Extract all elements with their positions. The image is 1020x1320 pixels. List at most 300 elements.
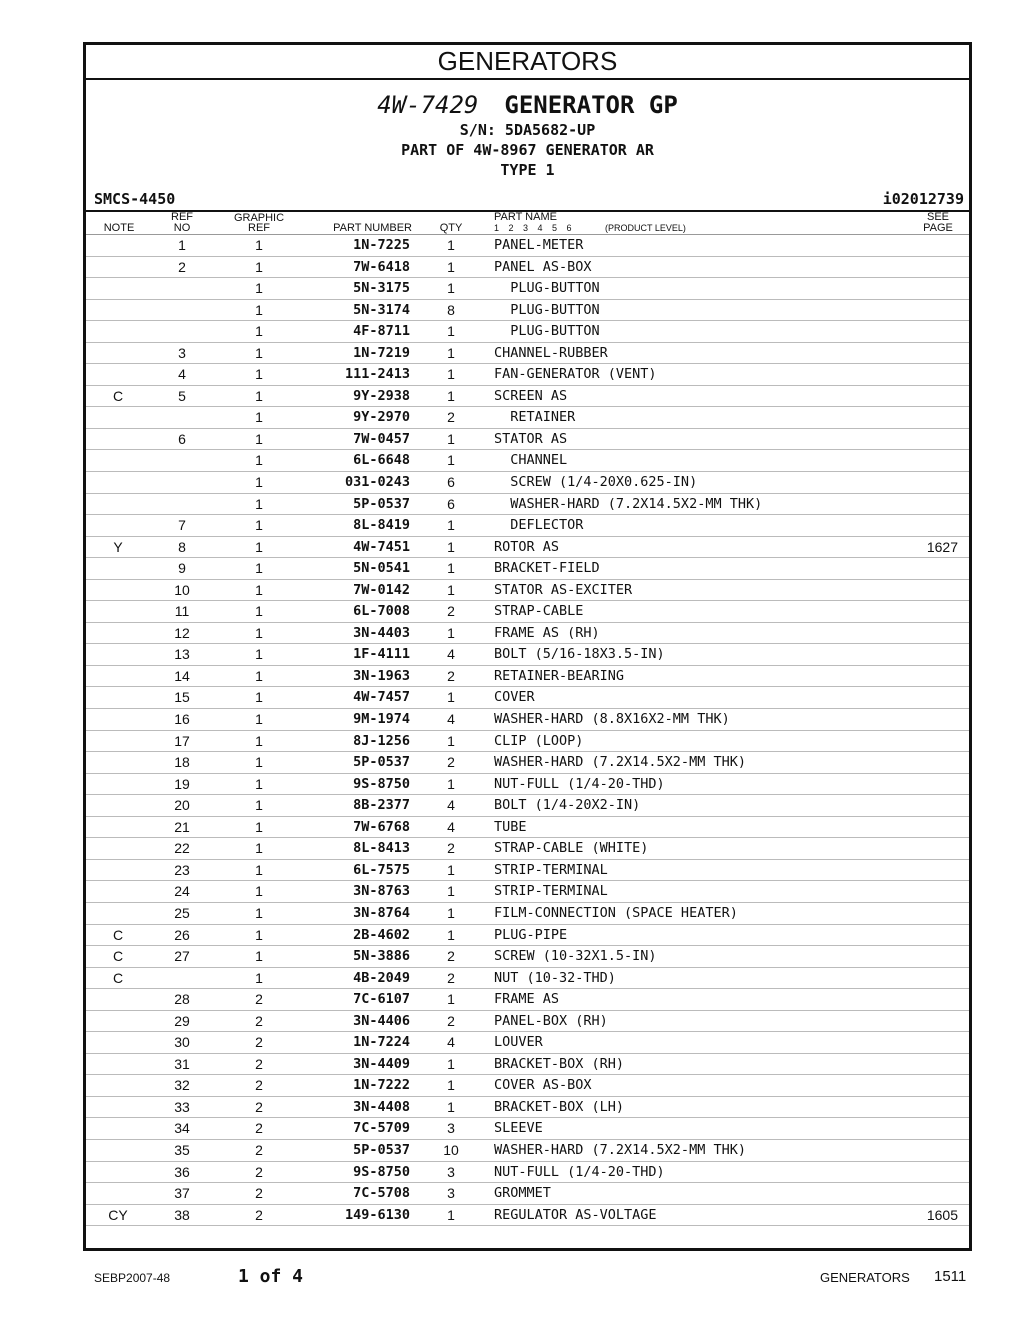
qty-cell: 2 (447, 969, 455, 986)
note-cell: C (112, 926, 124, 943)
graphic-ref-cell: 1 (255, 840, 263, 857)
qty-cell: 1 (447, 517, 455, 534)
qty-cell: 2 (447, 409, 455, 426)
part-number-cell: 3N-4406 (353, 1012, 410, 1029)
table-row (86, 494, 969, 516)
table-row (86, 666, 969, 688)
ref-no-cell: 35 (174, 1141, 190, 1158)
table-row (86, 817, 969, 839)
part-name-cell: BOLT (1/4-20X2-IN) (494, 797, 641, 814)
part-name-cell: BRACKET-FIELD (494, 560, 600, 577)
part-name-cell: BOLT (5/16-18X3.5-IN) (494, 646, 665, 663)
ref-no-cell: 30 (174, 1034, 190, 1051)
part-number-cell: 5P-0537 (353, 754, 410, 771)
footer-page-of: 1 of 4 (238, 1266, 304, 1287)
table-row (86, 925, 969, 947)
ref-no-cell: 21 (174, 818, 190, 835)
part-name-cell: FRAME AS (494, 991, 560, 1008)
part-number-cell: 4W-7457 (353, 689, 410, 706)
qty-cell: 3 (447, 1120, 455, 1137)
part-name-cell: WASHER-HARD (7.2X14.5X2-MM THK) (494, 1141, 746, 1158)
col-graphic-label-bottom: REF (248, 222, 270, 234)
part-name-cell: FRAME AS (RH) (494, 624, 600, 641)
ref-no-cell: 19 (174, 775, 190, 792)
table-row (86, 257, 969, 279)
qty-cell: 1 (447, 237, 455, 253)
table-row (86, 946, 969, 968)
part-name-cell: CHANNEL (494, 452, 568, 469)
part-number-cell: 7W-0142 (353, 581, 410, 598)
part-number-cell: 8L-8413 (353, 840, 410, 857)
ref-no-cell: 9 (178, 560, 186, 577)
qty-cell: 1 (447, 1055, 455, 1072)
serial-number: S/N: 5DA5682-UP (459, 121, 596, 139)
part-number-cell: 3N-1963 (353, 667, 410, 684)
part-number-cell: 6L-6648 (353, 452, 410, 469)
graphic-ref-cell: 1 (255, 517, 263, 534)
part-number-cell: 7C-5709 (353, 1120, 410, 1137)
qty-cell: 1 (447, 538, 455, 555)
footer-page-number: 1511 (934, 1268, 967, 1285)
table-row (86, 601, 969, 623)
table-row (86, 407, 969, 429)
part-number-cell: 111-2413 (344, 366, 410, 383)
table-row (86, 968, 969, 990)
table-row (86, 1097, 969, 1119)
part-name-cell: COVER (494, 689, 535, 706)
part-number-cell: 1N-7219 (353, 344, 410, 361)
part-name-cell: SLEEVE (494, 1120, 543, 1137)
graphic-ref-cell: 1 (255, 797, 263, 814)
ref-no-cell: 24 (174, 883, 190, 900)
table-row (86, 537, 969, 559)
qty-cell: 1 (447, 560, 455, 577)
table-row (86, 709, 969, 731)
graphic-ref-cell: 1 (255, 280, 263, 297)
part-number-cell: 1F-4111 (353, 646, 410, 663)
table-row (86, 989, 969, 1011)
part-name-cell: WASHER-HARD (8.8X16X2-MM THK) (494, 711, 730, 728)
qty-cell: 4 (447, 1034, 455, 1051)
graphic-ref-cell: 1 (255, 711, 263, 728)
part-number-cell: 5N-3174 (353, 301, 410, 318)
part-name-cell: STATOR AS (494, 430, 568, 447)
qty-cell: 2 (447, 948, 455, 965)
part-name-cell: WASHER-HARD (7.2X14.5X2-MM THK) (494, 495, 763, 512)
part-name-cell: PLUG-PIPE (494, 926, 568, 943)
ref-no-cell: 36 (174, 1163, 190, 1180)
graphic-ref-cell: 1 (255, 754, 263, 771)
graphic-ref-cell: 2 (255, 1120, 263, 1137)
graphic-ref-cell: 1 (255, 560, 263, 577)
part-name-cell: CLIP (LOOP) (494, 732, 584, 749)
table-row (86, 1032, 969, 1054)
table-row (86, 644, 969, 666)
graphic-ref-cell: 2 (255, 1098, 263, 1115)
qty-cell: 4 (447, 797, 455, 814)
col-see-label-top: SEE (926, 211, 949, 223)
graphic-ref-cell: 1 (255, 926, 263, 943)
section-title: GENERATORS (86, 45, 969, 80)
part-name-cell: PLUG-BUTTON (494, 280, 600, 297)
part-name-cell: PLUG-BUTTON (494, 301, 600, 318)
col-note-label: NOTE (103, 222, 135, 234)
part-name-cell: STRIP-TERMINAL (494, 861, 608, 878)
ref-no-cell: 1 (178, 237, 186, 253)
part-name-cell: PANEL-BOX (RH) (494, 1012, 608, 1029)
graphic-ref-cell: 2 (255, 1012, 263, 1029)
graphic-ref-cell: 2 (255, 1185, 263, 1202)
qty-cell: 1 (447, 689, 455, 706)
column-header (86, 210, 969, 235)
table-row (86, 278, 969, 300)
illustration-id: i02012739 (882, 190, 964, 208)
table-row (86, 1118, 969, 1140)
part-number-cell: 7W-0457 (353, 430, 410, 447)
qty-cell: 1 (447, 1206, 455, 1223)
table-row (86, 343, 969, 365)
table-row (86, 1054, 969, 1076)
part-name-cell: NUT-FULL (1/4-20-THD) (494, 1163, 665, 1180)
note-cell: Y (113, 538, 123, 555)
table-row (86, 881, 969, 903)
part-number-cell: 7C-5708 (353, 1185, 410, 1202)
table-row (86, 860, 969, 882)
parts-table-body (86, 235, 969, 1226)
graphic-ref-cell: 1 (255, 387, 263, 404)
qty-cell: 1 (447, 1077, 455, 1094)
graphic-ref-cell: 1 (255, 538, 263, 555)
col-product-level-label: (PRODUCT LEVEL) (605, 223, 686, 233)
see-page-cell: 1605 (926, 1206, 958, 1223)
table-row (86, 623, 969, 645)
qty-cell: 2 (447, 840, 455, 857)
table-row (86, 903, 969, 925)
part-name-cell: REGULATOR AS-VOLTAGE (494, 1206, 657, 1223)
graphic-ref-cell: 1 (255, 495, 263, 512)
type-line: TYPE 1 (500, 161, 555, 179)
graphic-ref-cell: 1 (255, 258, 263, 275)
qty-cell: 4 (447, 646, 455, 663)
qty-cell: 1 (447, 732, 455, 749)
col-part-name-label: PART NAME (494, 211, 557, 223)
part-number-cell: 1N-7225 (353, 237, 410, 253)
table-row (86, 752, 969, 774)
part-name-cell: PANEL-METER (494, 237, 584, 253)
part-name-cell: STATOR AS-EXCITER (494, 581, 633, 598)
ref-no-cell: 16 (174, 711, 190, 728)
qty-cell: 1 (447, 323, 455, 340)
table-row (86, 321, 969, 343)
ref-no-cell: 38 (174, 1206, 190, 1223)
ref-no-cell: 27 (174, 948, 190, 965)
table-row (86, 774, 969, 796)
qty-cell: 4 (447, 711, 455, 728)
graphic-ref-cell: 1 (255, 409, 263, 426)
col-ref-label-bottom: NO (173, 222, 191, 234)
part-number-cell: 3N-8763 (353, 883, 410, 900)
part-number-cell: 4F-8711 (353, 323, 410, 340)
table-row (86, 300, 969, 322)
part-number-cell: 3N-8764 (353, 904, 410, 921)
graphic-ref-cell: 1 (255, 689, 263, 706)
ref-no-cell: 5 (178, 387, 186, 404)
part-number-cell: 5P-0537 (353, 1141, 410, 1158)
part-number-cell: 1N-7224 (353, 1034, 410, 1051)
ref-no-cell: 17 (174, 732, 190, 749)
part-name-cell: COVER AS-BOX (494, 1077, 592, 1094)
qty-cell: 1 (447, 926, 455, 943)
part-name-cell: NUT (10-32-THD) (494, 969, 616, 986)
graphic-ref-cell: 1 (255, 430, 263, 447)
table-row (86, 687, 969, 709)
graphic-ref-cell: 1 (255, 948, 263, 965)
part-number-cell: 6L-7575 (353, 861, 410, 878)
table-row (86, 515, 969, 537)
graphic-ref-cell: 1 (255, 904, 263, 921)
group-part-name: GENERATOR GP (504, 91, 678, 119)
part-number-cell: 9S-8750 (353, 775, 410, 792)
part-name-cell: GROMMET (494, 1185, 551, 1202)
footer-section: GENERATORS (820, 1270, 910, 1285)
ref-no-cell: 8 (178, 538, 186, 555)
part-name-cell: STRAP-CABLE (WHITE) (494, 840, 649, 857)
graphic-ref-cell: 2 (255, 1077, 263, 1094)
graphic-ref-cell: 2 (255, 1055, 263, 1072)
ref-no-cell: 22 (174, 840, 190, 857)
part-number-cell: 4W-7451 (353, 538, 410, 555)
table-row (86, 1205, 969, 1227)
part-number-cell: 5P-0537 (353, 495, 410, 512)
ref-no-cell: 34 (174, 1120, 190, 1137)
group-heading (86, 90, 969, 120)
part-name-cell: SCREW (10-32X1.5-IN) (494, 948, 657, 965)
part-name-cell: RETAINER (494, 409, 576, 426)
ref-no-cell: 3 (178, 344, 186, 361)
graphic-ref-cell: 1 (255, 366, 263, 383)
part-number-cell: 1N-7222 (353, 1077, 410, 1094)
graphic-ref-cell: 2 (255, 991, 263, 1008)
qty-cell: 1 (447, 366, 455, 383)
part-name-cell: BRACKET-BOX (LH) (494, 1098, 625, 1115)
table-row (86, 1011, 969, 1033)
graphic-ref-cell: 1 (255, 883, 263, 900)
table-row (86, 450, 969, 472)
graphic-ref-cell: 1 (255, 452, 263, 469)
graphic-ref-cell: 1 (255, 237, 263, 253)
col-level-numbers: 1 2 3 4 5 6 (494, 223, 572, 233)
ref-no-cell: 10 (174, 581, 190, 598)
part-number-cell: 5N-0541 (353, 560, 410, 577)
qty-cell: 2 (447, 667, 455, 684)
graphic-ref-cell: 1 (255, 474, 263, 491)
ref-no-cell: 25 (174, 904, 190, 921)
table-row (86, 838, 969, 860)
part-name-cell: FILM-CONNECTION (SPACE HEATER) (494, 904, 738, 921)
part-name-cell: STRAP-CABLE (494, 603, 584, 620)
qty-cell: 2 (447, 754, 455, 771)
qty-cell: 1 (447, 581, 455, 598)
col-see-label-bottom: PAGE (923, 222, 953, 234)
ref-no-cell: 4 (178, 366, 186, 383)
qty-cell: 10 (443, 1141, 459, 1158)
part-number-cell: 3N-4409 (353, 1055, 410, 1072)
col-graphic-label-top: GRAPHIC (233, 212, 285, 224)
part-number-cell: 3N-4408 (353, 1098, 410, 1115)
table-row (86, 1075, 969, 1097)
part-name-cell: NUT-FULL (1/4-20-THD) (494, 775, 665, 792)
part-name-cell: ROTOR AS (494, 538, 560, 555)
part-number-cell: 7W-6418 (353, 258, 410, 275)
note-cell: CY (108, 1206, 128, 1223)
table-row (86, 235, 969, 257)
ref-no-cell: 15 (174, 689, 190, 706)
ref-no-cell: 13 (174, 646, 190, 663)
part-number-cell: 031-0243 (344, 474, 410, 491)
part-name-cell: STRIP-TERMINAL (494, 883, 608, 900)
part-name-cell: PANEL AS-BOX (494, 258, 592, 275)
ref-no-cell: 37 (174, 1185, 190, 1202)
qty-cell: 1 (447, 991, 455, 1008)
part-name-cell: TUBE (494, 818, 527, 835)
col-qty-label: QTY (439, 222, 463, 234)
part-name-cell: RETAINER-BEARING (494, 667, 625, 684)
col-ref-label-top: REF (171, 211, 193, 223)
qty-cell: 1 (447, 883, 455, 900)
graphic-ref-cell: 2 (255, 1206, 263, 1223)
part-number-cell: 6L-7008 (353, 603, 410, 620)
graphic-ref-cell: 2 (255, 1141, 263, 1158)
qty-cell: 2 (447, 603, 455, 620)
graphic-ref-cell: 1 (255, 646, 263, 663)
see-page-cell: 1627 (926, 538, 958, 555)
graphic-ref-cell: 1 (255, 301, 263, 318)
table-row (86, 1162, 969, 1184)
graphic-ref-cell: 1 (255, 861, 263, 878)
graphic-ref-cell: 1 (255, 667, 263, 684)
ref-no-cell: 23 (174, 861, 190, 878)
note-cell: C (112, 969, 124, 986)
ref-no-cell: 2 (178, 258, 186, 275)
ref-no-cell: 29 (174, 1012, 190, 1029)
qty-cell: 3 (447, 1163, 455, 1180)
graphic-ref-cell: 2 (255, 1163, 263, 1180)
qty-cell: 1 (447, 624, 455, 641)
part-of-line: PART OF 4W-8967 GENERATOR AR (401, 141, 654, 159)
table-row (86, 558, 969, 580)
ref-no-cell: 11 (174, 603, 190, 620)
table-row (86, 386, 969, 408)
part-name-cell: DEFLECTOR (494, 517, 584, 534)
graphic-ref-cell: 2 (255, 1034, 263, 1051)
graphic-ref-cell: 1 (255, 624, 263, 641)
qty-cell: 1 (447, 387, 455, 404)
part-number-cell: 8B-2377 (353, 797, 410, 814)
table-row (86, 364, 969, 386)
graphic-ref-cell: 1 (255, 344, 263, 361)
qty-cell: 1 (447, 775, 455, 792)
group-part-number: 4W-7429 (377, 91, 479, 119)
part-name-cell: CHANNEL-RUBBER (494, 344, 608, 361)
qty-cell: 1 (447, 452, 455, 469)
part-number-cell: 9M-1974 (353, 711, 410, 728)
smcs-code: SMCS-4450 (94, 190, 176, 208)
graphic-ref-cell: 1 (255, 732, 263, 749)
part-name-cell: SCREW (1/4-20X0.625-IN) (494, 474, 698, 491)
part-number-cell: 5N-3886 (353, 948, 410, 965)
part-name-cell: PLUG-BUTTON (494, 323, 600, 340)
part-number-cell: 7C-6107 (353, 991, 410, 1008)
part-number-cell: 3N-4403 (353, 624, 410, 641)
ref-no-cell: 28 (174, 991, 190, 1008)
part-name-cell: FAN-GENERATOR (VENT) (494, 366, 657, 383)
ref-no-cell: 18 (174, 754, 190, 771)
ref-no-cell: 33 (174, 1098, 190, 1115)
ref-no-cell: 6 (178, 430, 186, 447)
part-number-cell: 5N-3175 (353, 280, 410, 297)
footer-doc-id: SEBP2007-48 (94, 1271, 171, 1285)
table-row (86, 795, 969, 817)
parts-list-frame (83, 42, 972, 1251)
graphic-ref-cell: 1 (255, 323, 263, 340)
qty-cell: 2 (447, 1012, 455, 1029)
identifier-row (86, 190, 969, 210)
qty-cell: 1 (447, 904, 455, 921)
ref-no-cell: 12 (174, 624, 190, 641)
qty-cell: 6 (447, 474, 455, 491)
graphic-ref-cell: 1 (255, 818, 263, 835)
part-number-cell: 149-6130 (344, 1206, 410, 1223)
part-name-cell: BRACKET-BOX (RH) (494, 1055, 625, 1072)
graphic-ref-cell: 1 (255, 581, 263, 598)
table-row (86, 1183, 969, 1205)
part-number-cell: 9Y-2938 (353, 387, 410, 404)
qty-cell: 1 (447, 258, 455, 275)
ref-no-cell: 7 (178, 517, 186, 534)
graphic-ref-cell: 1 (255, 775, 263, 792)
part-number-cell: 8J-1256 (353, 732, 410, 749)
qty-cell: 1 (447, 344, 455, 361)
qty-cell: 3 (447, 1185, 455, 1202)
qty-cell: 1 (447, 280, 455, 297)
ref-no-cell: 26 (174, 926, 190, 943)
part-name-cell: WASHER-HARD (7.2X14.5X2-MM THK) (494, 754, 746, 771)
part-number-cell: 4B-2049 (353, 969, 410, 986)
qty-cell: 1 (447, 861, 455, 878)
col-part-number-label: PART NUMBER (333, 222, 412, 234)
part-number-cell: 7W-6768 (353, 818, 410, 835)
qty-cell: 4 (447, 818, 455, 835)
table-row (86, 429, 969, 451)
table-row (86, 472, 969, 494)
ref-no-cell: 14 (174, 667, 190, 684)
qty-cell: 1 (447, 430, 455, 447)
ref-no-cell: 32 (174, 1077, 190, 1094)
table-row (86, 580, 969, 602)
ref-no-cell: 20 (174, 797, 190, 814)
ref-no-cell: 31 (174, 1055, 190, 1072)
part-name-cell: LOUVER (494, 1034, 543, 1051)
part-name-cell: SCREEN AS (494, 387, 568, 404)
graphic-ref-cell: 1 (255, 969, 263, 986)
part-number-cell: 9Y-2970 (353, 409, 410, 426)
qty-cell: 6 (447, 495, 455, 512)
table-row (86, 731, 969, 753)
qty-cell: 1 (447, 1098, 455, 1115)
part-number-cell: 2B-4602 (353, 926, 410, 943)
qty-cell: 8 (447, 301, 455, 318)
part-number-cell: 8L-8419 (353, 517, 410, 534)
